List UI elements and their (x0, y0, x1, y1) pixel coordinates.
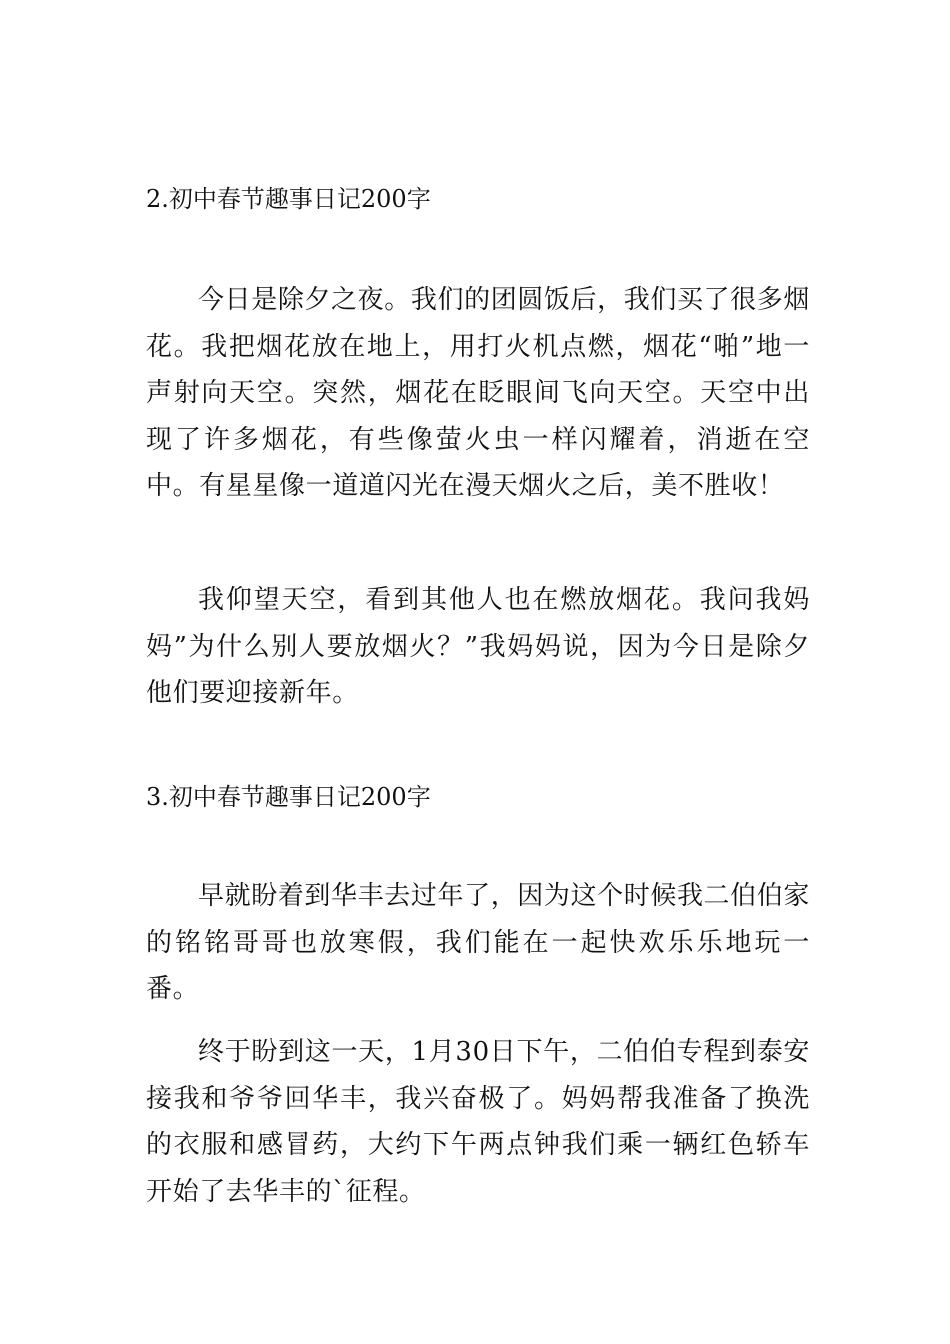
paragraph: 早就盼着到华丰去过年了，因为这个时候我二伯伯家的铭铭哥哥也放寒假，我们能在一起快欢乐乐地玩一番。 (146, 881, 810, 1004)
paragraph: 终于盼到这一天，1月30日下午，二伯伯专程到泰安接我和爷爷回华丰，我兴奋极了。妈妈帮我准备了换洗的衣服和感冒药，大约下午两点钟我们乘一辆红色轿车开始了去华丰的`征程。 (146, 1037, 810, 1207)
section-heading: 3.初中春节趣事日记200字 (146, 783, 431, 811)
paragraph: 我仰望天空，看到其他人也在燃放烟花。我问我妈妈”为什么别人要放烟火？”我妈妈说，因为今日是除夕他们要迎接新年。 (146, 585, 810, 708)
section-heading: 2.初中春节趣事日记200字 (146, 185, 431, 213)
paragraph: 今日是除夕之夜。我们的团圆饭后，我们买了很多烟花。我把烟花放在地上，用打火机点燃，烟花“啪”地一声射向天空。突然，烟花在眨眼间飞向天空。天空中出现了许多烟花，有些像萤火虫一样闪耀着，消逝在空中。有星星像一道道闪光在漫天烟火之后，美不胜收！ (146, 285, 810, 501)
